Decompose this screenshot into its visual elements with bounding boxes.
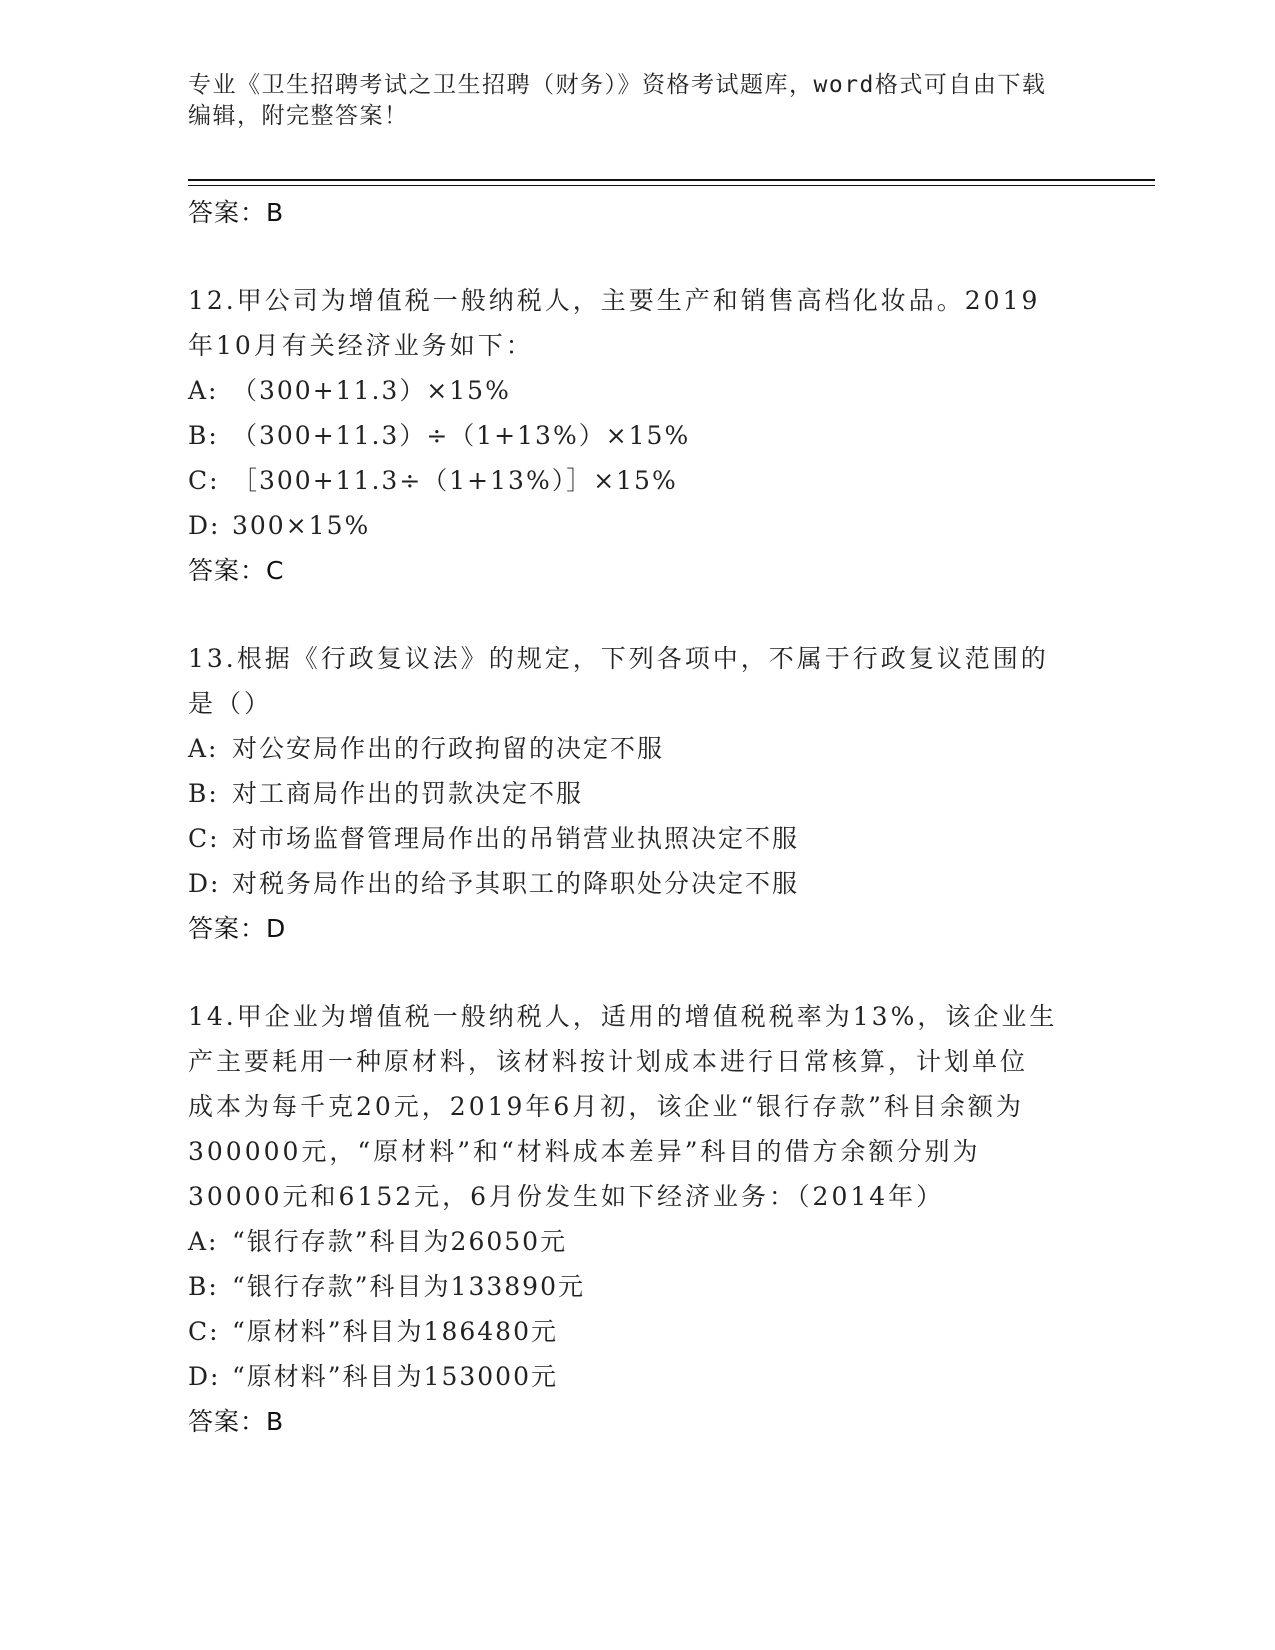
question-12 xyxy=(188,278,1088,594)
option-c xyxy=(188,1309,1088,1354)
option-label: B: xyxy=(188,421,219,450)
header-line-2: 编辑，附完整答案！ xyxy=(188,103,409,129)
document-body xyxy=(188,190,1088,1445)
option-label: C: xyxy=(188,824,220,853)
option-label: D: xyxy=(188,869,221,898)
option-text: 对公安局作出的行政拘留的决定不服 xyxy=(232,734,665,763)
option-text: “银行存款”科目为133890元 xyxy=(232,1272,585,1301)
option-a xyxy=(188,1219,1088,1264)
option-text: “原材料”科目为153000元 xyxy=(232,1362,558,1391)
header-rule-thin xyxy=(188,185,1155,186)
option-label: A: xyxy=(188,1227,219,1256)
question-stem-line: 是（） xyxy=(188,689,273,718)
spacer xyxy=(188,236,1088,278)
option-text: 对市场监督管理局作出的吊销营业执照决定不服 xyxy=(232,824,800,853)
question-stem-line: 13.根据《行政复议法》的规定，下列各项中，不属于行政复议范围的 xyxy=(188,644,1049,673)
option-text: ［300+11.3÷（1+13%）］×15% xyxy=(232,466,678,495)
option-d xyxy=(188,861,1088,906)
header-line-1: 专业《卫生招聘考试之卫生招聘（财务）》资格考试题库，word格式可自由下载 xyxy=(188,72,1047,98)
option-b xyxy=(188,1264,1088,1309)
question-13 xyxy=(188,636,1088,952)
header-rule-thick xyxy=(188,179,1155,181)
previous-answer: 答案：B xyxy=(188,198,285,227)
question-stem-line: 30000元和6152元，6月份发生如下经济业务：（2014年） xyxy=(188,1182,945,1211)
option-b xyxy=(188,771,1088,816)
question-14 xyxy=(188,994,1088,1445)
question-stem-line: 成本为每千克20元，2019年6月初，该企业“银行存款”科目余额为 xyxy=(188,1092,1024,1121)
option-c xyxy=(188,458,1088,503)
option-text: 对税务局作出的给予其职工的降职处分决定不服 xyxy=(232,869,800,898)
option-label: D: xyxy=(188,511,221,540)
option-b xyxy=(188,413,1088,458)
option-text: 对工商局作出的罚款决定不服 xyxy=(232,779,584,808)
option-a xyxy=(188,368,1088,413)
spacer xyxy=(188,952,1088,994)
question-stem-line: 年10月有关经济业务如下： xyxy=(188,331,534,360)
option-label: A: xyxy=(188,376,219,405)
option-c xyxy=(188,816,1088,861)
option-text: 300×15% xyxy=(232,511,371,540)
option-text: “原材料”科目为186480元 xyxy=(232,1317,558,1346)
option-a xyxy=(188,726,1088,771)
option-d xyxy=(188,503,1088,548)
option-label: D: xyxy=(188,1362,221,1391)
option-text: （300+11.3）÷（1+13%）×15% xyxy=(232,421,691,450)
document-header xyxy=(188,70,1088,132)
answer-line: 答案：B xyxy=(188,1407,285,1436)
question-stem-line: 300000元，“原材料”和“材料成本差异”科目的借方余额分别为 xyxy=(188,1137,981,1166)
option-d xyxy=(188,1354,1088,1399)
question-stem-line: 12.甲公司为增值税一般纳税人，主要生产和销售高档化妆品。2019 xyxy=(188,286,1041,315)
answer-line: 答案：C xyxy=(188,556,285,585)
option-label: C: xyxy=(188,466,220,495)
question-stem-line: 14.甲企业为增值税一般纳税人，适用的增值税税率为13%，该企业生 xyxy=(188,1002,1058,1031)
option-label: C: xyxy=(188,1317,220,1346)
option-label: A: xyxy=(188,734,219,763)
option-label: B: xyxy=(188,779,219,808)
answer-line: 答案：D xyxy=(188,914,287,943)
spacer xyxy=(188,594,1088,636)
option-label: B: xyxy=(188,1272,219,1301)
option-text: “银行存款”科目为26050元 xyxy=(232,1227,568,1256)
question-stem-line: 产主要耗用一种原材料，该材料按计划成本进行日常核算，计划单位 xyxy=(188,1047,1029,1076)
option-text: （300+11.3）×15% xyxy=(232,376,511,405)
